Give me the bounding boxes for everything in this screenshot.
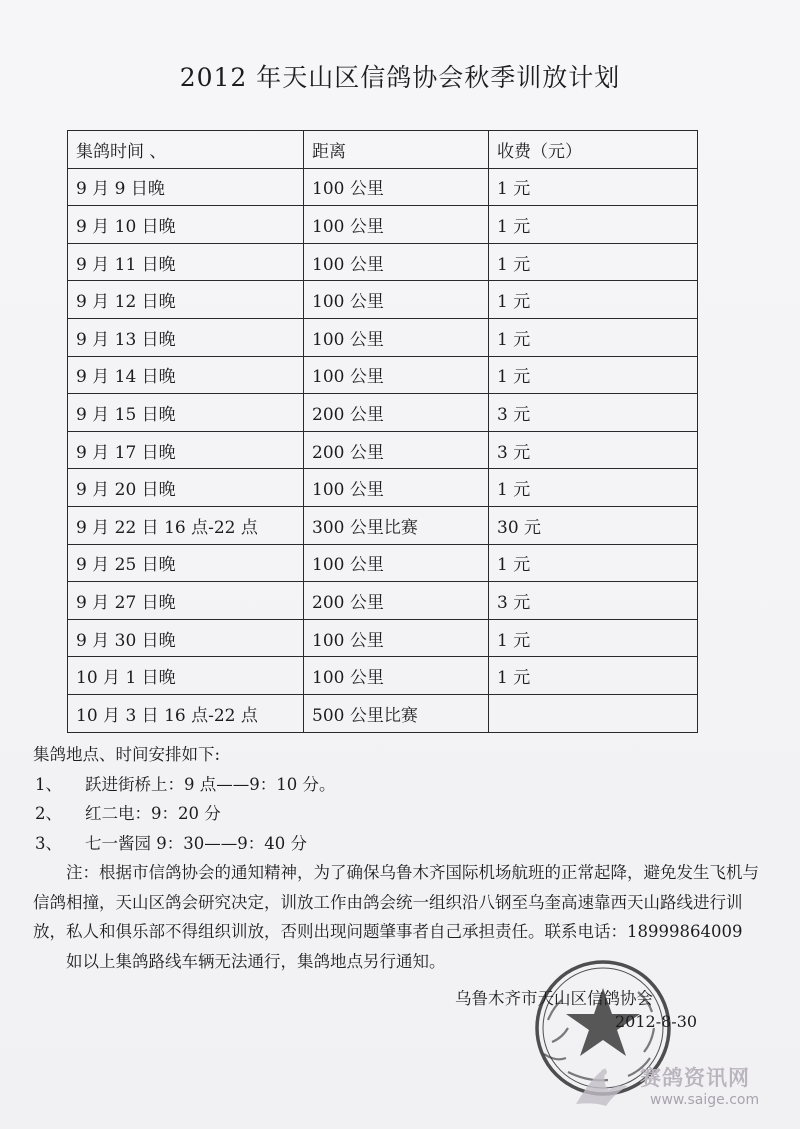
notice-paragraph: 注：根据市信鸽协会的通知精神，为了确保乌鲁木齐国际机场航班的正常起降，避免发生飞机与信鸽相撞，天山区鸽会研究决定，训放工作由鸽会统一组织沿八钢至乌奎高速靠西天山路线进行训放，私人和俱乐部不得组织训放，否则出现问题肇事者自己承担责任。联系电话：18999864009 (33, 863, 759, 941)
cell-distance: 100 公里 (304, 206, 489, 244)
item-number: 1、 (35, 774, 62, 794)
watermark-url: www.saige.com (650, 1092, 760, 1108)
cell-time: 9 月 15 日晚 (68, 394, 304, 432)
table-row (68, 469, 698, 507)
cell-time: 9 月 13 日晚 (68, 318, 304, 356)
document-title: 2012 年天山区信鸽协会秋季训放计划 (179, 63, 621, 92)
table-row (68, 318, 698, 356)
cell-time: 9 月 22 日 16 点-22 点 (68, 506, 304, 544)
cell-distance: 100 公里 (304, 281, 489, 319)
watermark-site-name: 赛鸽资讯网 (640, 1066, 750, 1090)
notes-section (33, 740, 763, 976)
header-time: 集鸽时间 、 (68, 131, 304, 169)
cell-fee: 1 元 (489, 243, 698, 281)
cell-time: 9 月 14 日晚 (68, 356, 304, 394)
table-row (68, 694, 698, 732)
cell-time: 9 月 11 日晚 (68, 243, 304, 281)
cell-distance: 100 公里 (304, 318, 489, 356)
cell-time: 9 月 20 日晚 (68, 469, 304, 507)
cell-time: 10 月 3 日 16 点-22 点 (68, 694, 304, 732)
table-row (68, 356, 698, 394)
cell-distance: 500 公里比赛 (304, 694, 489, 732)
cell-fee: 1 元 (489, 657, 698, 695)
cell-fee: 1 元 (489, 206, 698, 244)
item-number: 3、 (35, 833, 62, 853)
item-text: 红二电：9：20 分 (85, 804, 221, 823)
cell-time: 9 月 12 日晚 (68, 281, 304, 319)
list-item (33, 829, 763, 859)
cell-fee: 3 元 (489, 582, 698, 620)
cell-distance: 100 公里 (304, 243, 489, 281)
cell-fee: 1 元 (489, 168, 698, 206)
cell-fee: 3 元 (489, 394, 698, 432)
training-schedule-table (67, 130, 698, 733)
cell-distance: 100 公里 (304, 544, 489, 582)
cell-fee: 1 元 (489, 281, 698, 319)
cell-time: 9 月 10 日晚 (68, 206, 304, 244)
cell-fee: 3 元 (489, 431, 698, 469)
list-item (33, 770, 763, 800)
table-row (68, 506, 698, 544)
cell-time: 9 月 30 日晚 (68, 619, 304, 657)
cell-time: 9 月 9 日晚 (68, 168, 304, 206)
table-header-row (68, 131, 698, 169)
cell-fee: 30 元 (489, 506, 698, 544)
cell-time: 9 月 25 日晚 (68, 544, 304, 582)
cell-fee: 1 元 (489, 544, 698, 582)
table-row (68, 582, 698, 620)
table-row (68, 619, 698, 657)
cell-fee: 1 元 (489, 318, 698, 356)
table-row (68, 168, 698, 206)
cell-fee: 1 元 (489, 356, 698, 394)
cell-time: 10 月 1 日晚 (68, 657, 304, 695)
table-row (68, 544, 698, 582)
table-row (68, 431, 698, 469)
cell-distance: 100 公里 (304, 619, 489, 657)
table-row (68, 243, 698, 281)
cell-distance: 200 公里 (304, 394, 489, 432)
cell-distance: 100 公里 (304, 168, 489, 206)
table-row (68, 394, 698, 432)
cell-distance: 300 公里比赛 (304, 506, 489, 544)
item-text: 七一酱园 9：30——9：40 分 (85, 833, 307, 853)
followup-note: 如以上集鸽路线车辆无法通行，集鸽地点另行通知。 (66, 951, 446, 971)
cell-distance: 200 公里 (304, 431, 489, 469)
signature-organization: 乌鲁木齐市天山区信鸽协会 (455, 989, 653, 1008)
signature-date: 2012-8-30 (615, 1012, 698, 1031)
item-number: 2、 (35, 804, 62, 823)
list-item (33, 799, 763, 829)
header-fee: 收费（元） (489, 131, 698, 169)
table-row (68, 206, 698, 244)
table-row (68, 657, 698, 695)
cell-time: 9 月 27 日晚 (68, 582, 304, 620)
table-row (68, 281, 698, 319)
cell-distance: 100 公里 (304, 469, 489, 507)
cell-fee (489, 694, 698, 732)
notes-heading: 集鸽地点、时间安排如下: (33, 745, 221, 764)
cell-distance: 100 公里 (304, 356, 489, 394)
cell-distance: 200 公里 (304, 582, 489, 620)
cell-fee: 1 元 (489, 619, 698, 657)
cell-fee: 1 元 (489, 469, 698, 507)
header-distance: 距离 (304, 131, 489, 169)
cell-distance: 100 公里 (304, 657, 489, 695)
item-text: 跃进街桥上：9 点——9：10 分。 (85, 774, 336, 794)
cell-time: 9 月 17 日晚 (68, 431, 304, 469)
